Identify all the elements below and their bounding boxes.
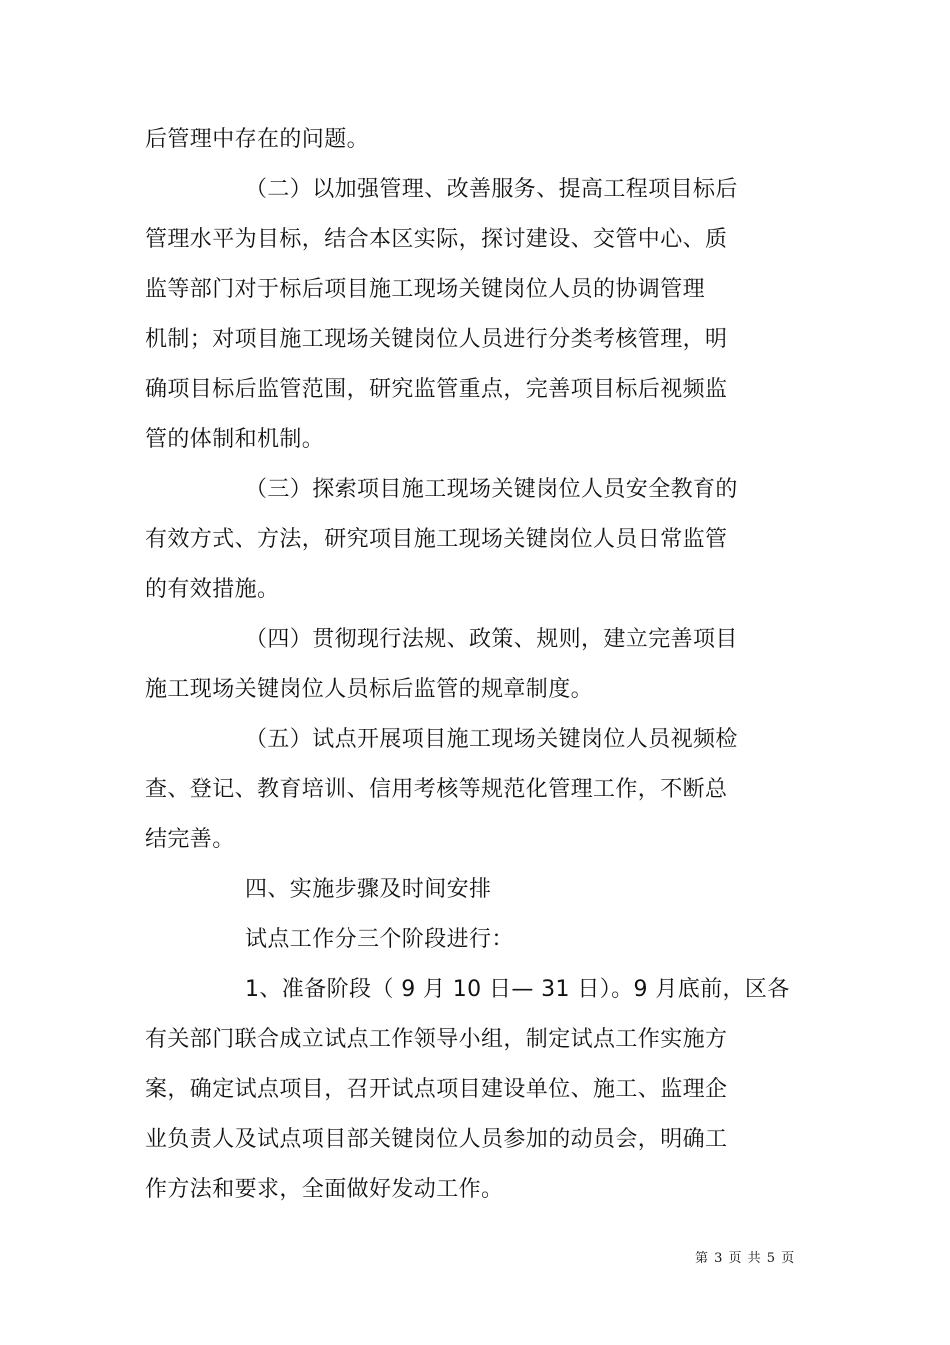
text-line: 管的体制和机制。: [145, 427, 325, 452]
page-number-footer: 第 3 页 共 5 页: [695, 1251, 796, 1266]
text-line: （四）贯彻现行法规、政策、规则，建立完善项目: [245, 627, 738, 652]
text-line: （二）以加强管理、改善服务、提高工程项目标后: [245, 177, 738, 202]
text-line: 有关部门联合成立试点工作领导小组，制定试点工作实施方: [145, 1027, 728, 1052]
text-line: 有效方式、方法，研究项目施工现场关键岗位人员日常监管: [145, 527, 728, 552]
text-line: 机制；对项目施工现场关键岗位人员进行分类考核管理，明: [145, 327, 728, 352]
text-line: 案，确定试点项目，召开试点项目建设单位、施工、监理企: [145, 1077, 728, 1102]
text-line: 施工现场关键岗位人员标后监管的规章制度。: [145, 677, 594, 702]
text-line: （五）试点开展项目施工现场关键岗位人员视频检: [245, 727, 738, 752]
text-line: 作方法和要求，全面做好发动工作。: [145, 1177, 504, 1202]
text-line: 管理水平为目标，结合本区实际，探讨建设、交管中心、质: [145, 227, 728, 252]
text-line: 结完善。: [145, 827, 235, 852]
text-line: 1、准备阶段（ 9 月 10 日— 31 日）。9 月底前，区各: [245, 977, 790, 1002]
text-line: 确项目标后监管范围，研究监管重点，完善项目标后视频监: [145, 377, 728, 402]
text-line: 监等部门对于标后项目施工现场关键岗位人员的协调管理: [145, 277, 706, 302]
text-line: 后管理中存在的问题。: [145, 127, 370, 152]
text-line: 试点工作分三个阶段进行：: [245, 927, 514, 952]
text-line: 查、登记、教育培训、信用考核等规范化管理工作，不断总: [145, 777, 728, 802]
text-line: （三）探索项目施工现场关键岗位人员安全教育的: [245, 477, 738, 502]
section-heading: 四、实施步骤及时间安排: [245, 877, 492, 902]
text-line: 业负责人及试点项目部关键岗位人员参加的动员会，明确工: [145, 1127, 728, 1152]
text-line: 的有效措施。: [145, 577, 280, 602]
